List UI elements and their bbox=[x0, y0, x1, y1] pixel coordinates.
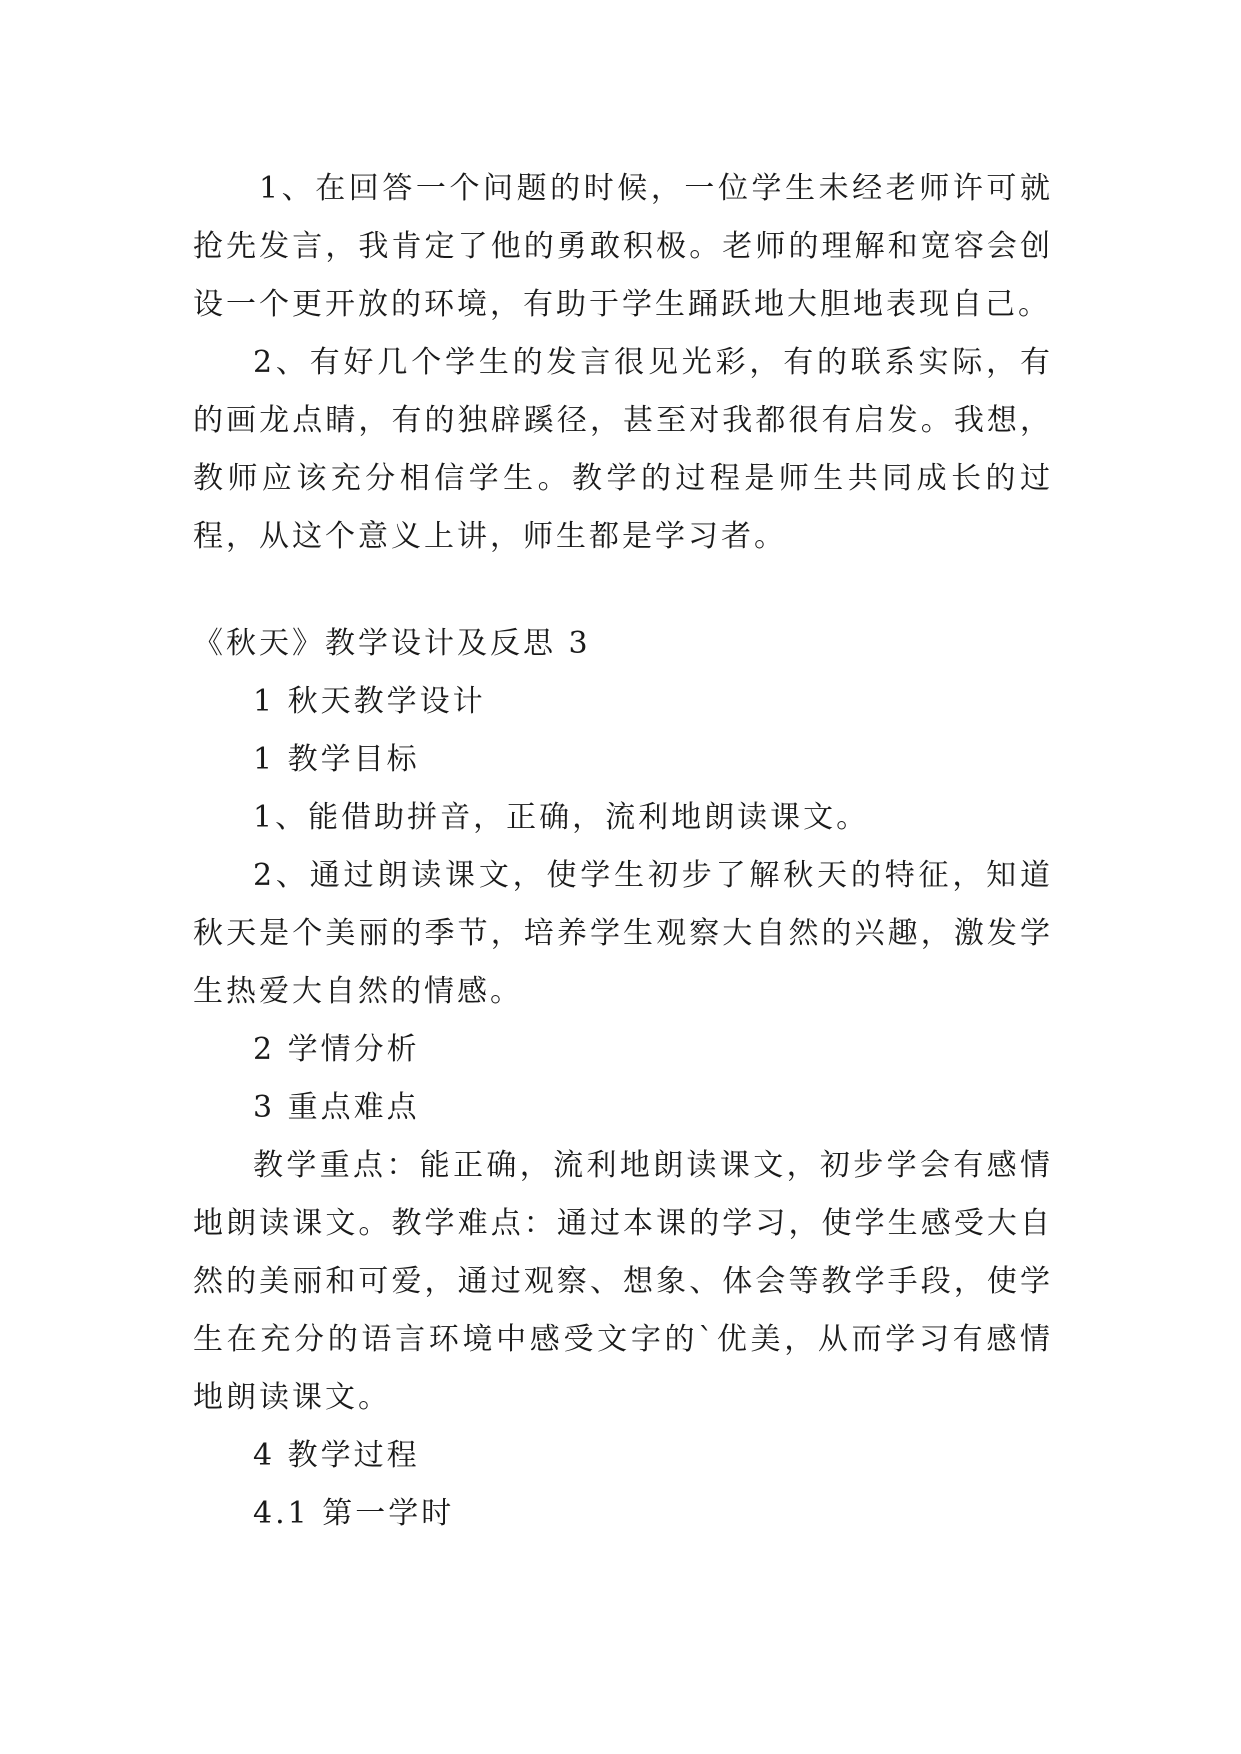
objective-item: 2、通过朗读课文，使学生初步了解秋天的特征，知道秋天是个美丽的季节，培养学生观察大自然的兴趣，激发学生热爱大自然的情感。 bbox=[193, 858, 1053, 1009]
section-title: 《秋天》教学设计及反思 3 bbox=[193, 626, 591, 661]
heading-process: 4 教学过程 bbox=[253, 1438, 420, 1473]
heading-objectives: 1 教学目标 bbox=[253, 742, 420, 777]
document-body bbox=[193, 160, 1053, 1543]
heading-design: 1 秋天教学设计 bbox=[253, 684, 486, 719]
key-points-paragraph: 教学重点：能正确，流利地朗读课文，初步学会有感情地朗读课文。教学难点：通过本课的学习，使学生感受大自然的美丽和可爱，通过观察、想象、体会等教学手段，使学生在充分的语言环境中感受文字的`优美，从而学习有感情地朗读课文。 bbox=[193, 1148, 1053, 1415]
heading-first-period: 4.1 第一学时 bbox=[253, 1496, 455, 1531]
heading-key-points: 3 重点难点 bbox=[253, 1090, 420, 1125]
paragraph: 1、在回答一个问题的时候，一位学生未经老师许可就抢先发言，我肯定了他的勇敢积极。老师的理解和宽容会创设一个更开放的环境，有助于学生踊跃地大胆地表现自己。 bbox=[193, 171, 1053, 322]
paragraph: 2、有好几个学生的发言很见光彩，有的联系实际，有的画龙点睛，有的独辟蹊径，甚至对我都很有启发。我想，教师应该充分相信学生。教学的过程是师生共同成长的过程，从这个意义上讲，师生都是学习者。 bbox=[193, 345, 1053, 554]
heading-analysis: 2 学情分析 bbox=[253, 1032, 420, 1067]
objective-item: 1、能借助拼音，正确，流利地朗读课文。 bbox=[253, 800, 870, 835]
